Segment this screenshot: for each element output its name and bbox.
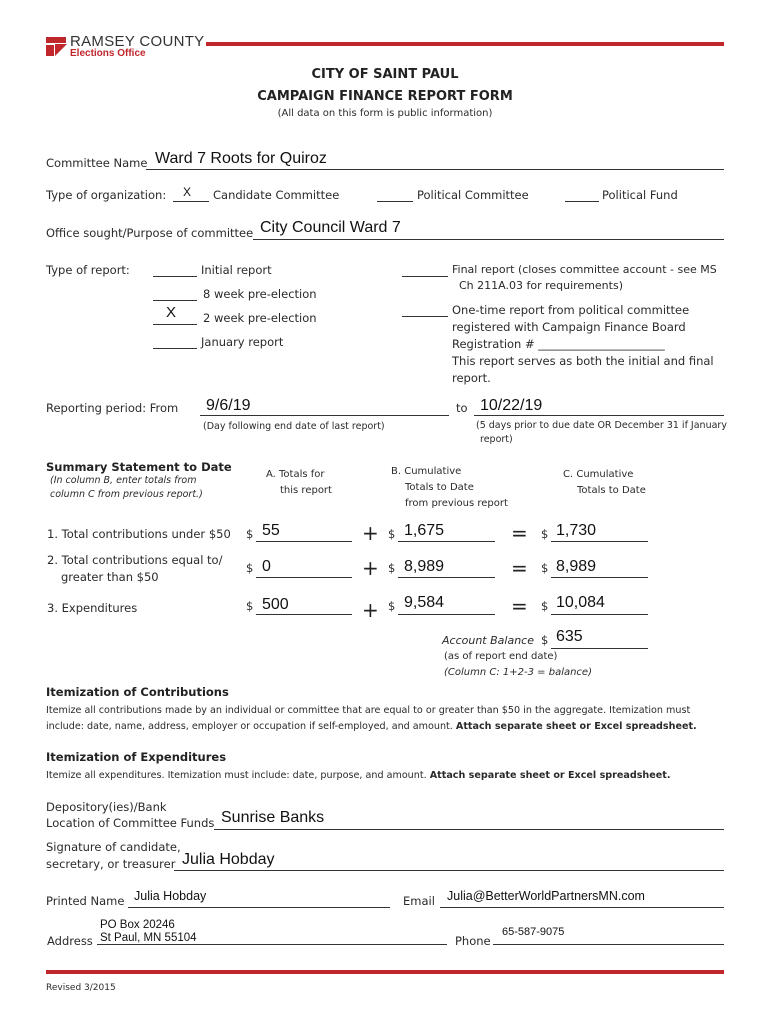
political-fund-blank[interactable] (565, 201, 599, 202)
committee-name-label: Committee Name (46, 156, 148, 170)
row2-label-l2: greater than $50 (61, 570, 159, 584)
balance-note-l1: (as of report end date) (444, 651, 558, 662)
political-committee-blank[interactable] (377, 201, 413, 202)
row1-b-line (398, 541, 495, 542)
row1-c-line (551, 541, 648, 542)
period-to-note-l1: (5 days prior to due date OR December 31 if January (476, 420, 727, 431)
depository-label-l1: Depository(ies)/Bank (46, 800, 167, 814)
row2-equals: = (511, 556, 528, 580)
period-to-line (474, 415, 724, 416)
email-field[interactable]: Julia@BetterWorldPartnersMN.com (447, 889, 645, 903)
printed-name-label: Printed Name (46, 894, 125, 908)
form-title-line2: CAMPAIGN FINANCE REPORT FORM (257, 89, 513, 104)
row3-plus: + (362, 598, 379, 622)
week8-label: 8 week pre-election (203, 287, 317, 301)
political-fund-label: Political Fund (602, 188, 678, 202)
org-type-label: Type of organization: (46, 188, 167, 202)
address-field-l1[interactable]: PO Box 20246 (100, 919, 175, 931)
onetime-report-l2: registered with Campaign Finance Board (452, 320, 686, 334)
row2-c-field[interactable]: 8,989 (556, 558, 597, 575)
contrib-text-l2 (46, 721, 697, 732)
onetime-report-l5: report. (452, 371, 491, 385)
email-label: Email (403, 894, 435, 908)
candidate-committee-mark: X (183, 185, 192, 199)
initial-report-blank[interactable] (153, 276, 197, 277)
week8-blank[interactable] (153, 300, 197, 301)
exp-text-body: Itemize all expenditures. Itemization must include: date, purpose, and amount. (46, 770, 427, 781)
onetime-report-blank[interactable] (402, 316, 448, 317)
phone-field[interactable]: 65-587-9075 (502, 926, 565, 938)
depository-line (214, 829, 724, 830)
address-field-l2[interactable]: St Paul, MN 55104 (100, 932, 197, 944)
office-label: Office sought/Purpose of committee (46, 226, 254, 240)
onetime-report-l1: One-time report from political committee (452, 303, 690, 317)
week2-label: 2 week pre-election (203, 311, 317, 325)
row3-b-dollar: $ (388, 599, 396, 613)
row2-a-line (256, 577, 352, 578)
row3-a-field[interactable]: 500 (262, 596, 289, 613)
period-to-field[interactable]: 10/22/19 (480, 397, 543, 414)
office-line (253, 239, 724, 240)
balance-note-l2: (Column C: 1+2-3 = balance) (444, 667, 592, 678)
period-from-line (200, 415, 449, 416)
row1-a-dollar: $ (246, 527, 254, 541)
row1-b-field[interactable]: 1,675 (404, 522, 445, 539)
row1-label: 1. Total contributions under $50 (47, 527, 231, 541)
row3-a-line (256, 614, 352, 615)
period-from-field[interactable]: 9/6/19 (206, 397, 251, 414)
week2-blank[interactable] (153, 324, 197, 325)
col-c-header-l1: C. Cumulative (563, 469, 634, 480)
onetime-report-l3: Registration # ______________________ (452, 337, 665, 351)
final-report-label: Final report (closes committee account - see MS (452, 263, 717, 276)
signature-label-l2: secretary, or treasurer (46, 857, 176, 871)
row2-b-field[interactable]: 8,989 (404, 558, 445, 575)
row3-b-line (398, 614, 495, 615)
col-a-header-l2: this report (280, 485, 332, 496)
balance-line (551, 648, 648, 649)
row2-a-field[interactable]: 0 (262, 558, 271, 575)
col-b-header-l2: Totals to Date (405, 482, 474, 493)
row3-label: 3. Expenditures (47, 601, 138, 615)
row1-a-field[interactable]: 55 (262, 522, 280, 539)
candidate-committee-label: Candidate Committee (213, 188, 340, 202)
row3-c-line (551, 614, 648, 615)
row1-equals: = (511, 521, 528, 545)
row1-plus: + (362, 521, 379, 545)
balance-label: Account Balance (442, 634, 534, 647)
address-label: Address (47, 934, 93, 948)
row2-b-dollar: $ (388, 561, 396, 575)
candidate-committee-blank[interactable] (173, 201, 209, 202)
january-blank[interactable] (153, 348, 197, 349)
row3-a-dollar: $ (246, 599, 254, 613)
initial-report-label: Initial report (201, 263, 272, 277)
contrib-title: Itemization of Contributions (46, 685, 229, 699)
header-rule (206, 42, 724, 46)
committee-name-field[interactable]: Ward 7 Roots for Quiroz (155, 150, 327, 167)
form-subtitle: (All data on this form is public information) (277, 108, 493, 119)
row3-equals: = (511, 594, 528, 618)
form-title-line1: CITY OF SAINT PAUL (311, 67, 459, 82)
footer-rule (46, 970, 724, 974)
row2-a-dollar: $ (246, 561, 254, 575)
signature-field[interactable]: Julia Hobday (182, 851, 275, 868)
onetime-report-l4: This report serves as both the initial and final (452, 354, 714, 368)
org-name: RAMSEY COUNTY (70, 33, 205, 50)
row2-c-dollar: $ (541, 561, 549, 575)
report-type-label: Type of report: (46, 263, 130, 277)
contrib-text-l2-body: include: date, name, address, employer or occupation if self-employed, and amount. (46, 721, 453, 732)
address-line (97, 944, 447, 945)
col-c-header-l2: Totals to Date (577, 485, 646, 496)
summary-note-l1: (In column B, enter totals from (50, 475, 197, 486)
political-committee-label: Political Committee (417, 188, 529, 202)
row3-c-dollar: $ (541, 599, 549, 613)
week2-mark: X (166, 304, 177, 321)
col-b-header-l1: B. Cumulative (391, 466, 462, 477)
row2-label-l1: 2. Total contributions equal to/ (47, 553, 223, 567)
period-to-label: to (456, 401, 468, 415)
committee-name-line (146, 169, 724, 170)
contrib-text-l1: Itemize all contributions made by an individual or committee that are equal to or greater than $50 in the aggregate. Itemization must (46, 705, 691, 716)
logo-mark-wing (55, 44, 67, 56)
depository-field[interactable]: Sunrise Banks (221, 809, 325, 826)
period-to-note-l2: report) (480, 434, 513, 445)
period-label: Reporting period: From (46, 401, 179, 415)
row2-plus: + (362, 556, 379, 580)
balance-field[interactable]: 635 (556, 628, 583, 645)
final-report-note: Ch 211A.03 for requirements) (459, 279, 623, 292)
col-b-header-l3: from previous report (405, 498, 508, 509)
row2-c-line (551, 577, 648, 578)
row3-c-field[interactable]: 10,084 (556, 594, 605, 611)
printed-name-field[interactable]: Julia Hobday (134, 889, 207, 903)
email-line (440, 907, 724, 908)
org-sub: Elections Office (70, 48, 146, 59)
col-a-header-l1: A. Totals for (266, 469, 325, 480)
exp-attach: Attach separate sheet or Excel spreadsheet. (429, 770, 671, 781)
exp-title: Itemization of Expenditures (46, 750, 227, 764)
depository-label-l2: Location of Committee Funds (46, 816, 215, 830)
january-label: January report (201, 335, 284, 349)
row2-b-line (398, 577, 495, 578)
period-from-note: (Day following end date of last report) (203, 421, 385, 432)
logo-mark-top (46, 37, 66, 43)
final-report-blank[interactable] (402, 276, 448, 277)
contrib-attach: Attach separate sheet or Excel spreadsheet. (455, 721, 697, 732)
signature-label-l1: Signature of candidate, (46, 840, 181, 854)
office-field[interactable]: City Council Ward 7 (260, 219, 401, 236)
row3-b-field[interactable]: 9,584 (404, 594, 445, 611)
signature-line (174, 870, 724, 871)
logo-mark-mid (46, 45, 54, 56)
row1-a-line (256, 541, 352, 542)
row1-c-dollar: $ (541, 527, 549, 541)
phone-label: Phone (455, 934, 491, 948)
row1-c-field[interactable]: 1,730 (556, 522, 597, 539)
summary-title: Summary Statement to Date (46, 460, 232, 474)
balance-dollar: $ (541, 633, 549, 647)
revised-date: Revised 3/2015 (46, 983, 116, 993)
exp-text (46, 770, 671, 781)
summary-note-l2: column C from previous report.) (50, 489, 203, 500)
printed-name-line (128, 907, 390, 908)
row1-b-dollar: $ (388, 527, 396, 541)
phone-line (493, 944, 724, 945)
